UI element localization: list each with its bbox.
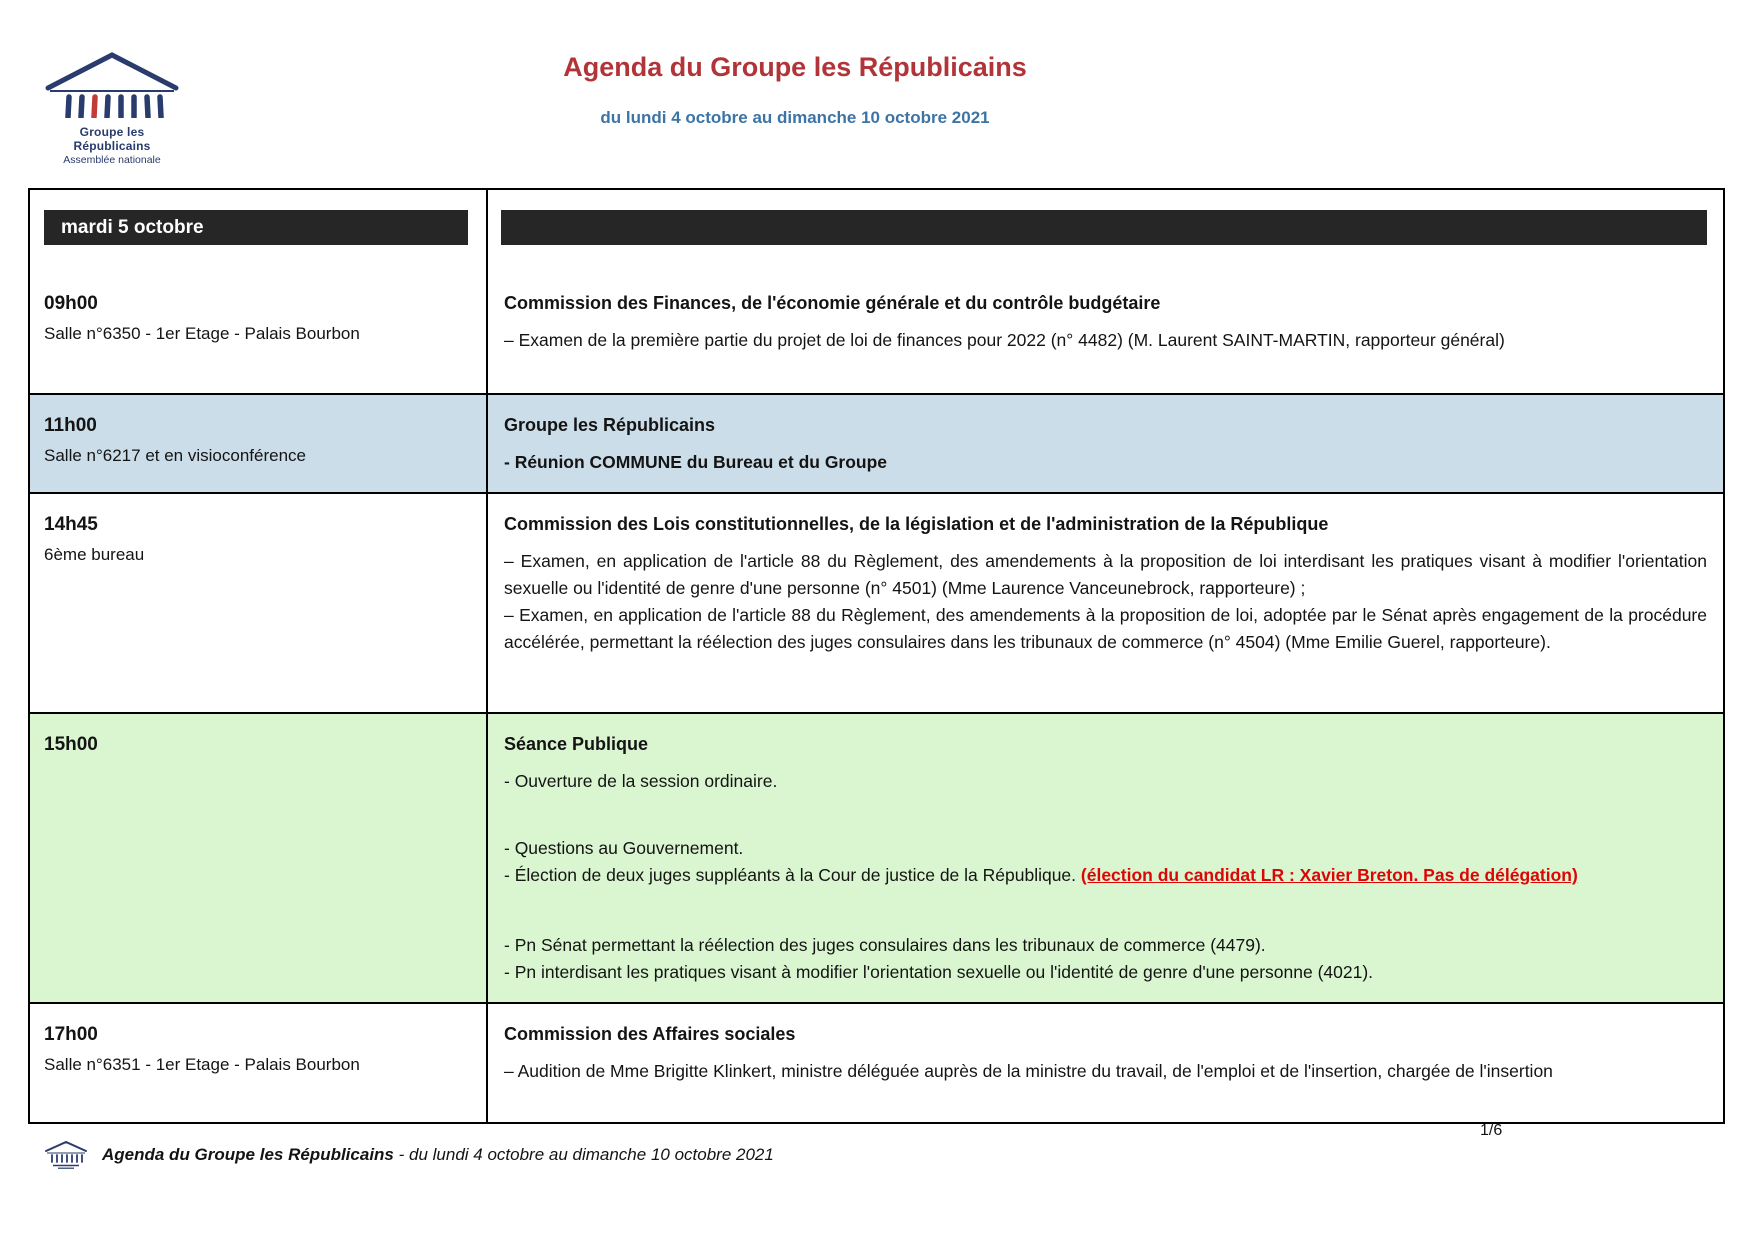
agenda-row-17h00 (30, 1004, 1723, 1122)
footer-parliament-building-icon (44, 1140, 88, 1170)
page-number: 1/6 (1480, 1122, 1503, 1139)
time-cell (30, 494, 486, 712)
event-description-text: - Élection de deux juges suppléants à la Cour de justice de la République. (504, 865, 1081, 885)
time-label: 14h45 (44, 514, 98, 535)
time-cell (30, 190, 486, 393)
agenda-row-11h00 (30, 395, 1723, 494)
event-description: – Examen, en application de l'article 88 du Règlement, des amendements à la proposition de loi interdisant les pratiques visant à modifier l'orientation sexuelle ou l'identité de genre d'une personne (n° 4501) (Mme Laurence Vanceunebrock, rapporteure) ; (504, 551, 1707, 598)
event-description: - Ouverture de la session ordinaire. (504, 771, 778, 791)
location-label: Salle n°6351 - 1er Etage - Palais Bourbon (44, 1055, 360, 1074)
logo-group-name: Groupe les Républicains (73, 125, 151, 153)
agenda-row-14h45 (30, 494, 1723, 714)
agenda-row-09h00 (30, 190, 1723, 395)
document-header (0, 52, 1590, 128)
day-header-bar: mardi 5 octobre (44, 210, 468, 245)
event-title: Groupe les Républicains (504, 415, 716, 435)
event-description: - Questions au Gouvernement. (504, 838, 744, 858)
time-label: 11h00 (44, 415, 97, 436)
event-description (504, 862, 1707, 889)
page-subtitle: du lundi 4 octobre au dimanche 10 octobre 2021 (600, 108, 990, 127)
time-cell (30, 395, 486, 492)
footer-brand: Agenda du Groupe les Républicains (102, 1145, 394, 1164)
footer-text (102, 1145, 774, 1165)
event-highlight-note: (élection du candidat LR : Xavier Breton. Pas de délégation) (1080, 865, 1578, 885)
time-label: 09h00 (44, 293, 98, 314)
footer-date-range: - du lundi 4 octobre au dimanche 10 octobre 2021 (393, 1145, 774, 1164)
event-title: Commission des Lois constitutionnelles, de la législation et de l'administration de la République (504, 514, 1329, 534)
event-description: – Audition de Mme Brigitte Klinkert, ministre déléguée auprès de la ministre du travail, de l'emploi et de l'insertion, chargée de l'insertion (504, 1061, 1553, 1081)
logo-org-name: Assemblée nationale (63, 154, 161, 166)
event-cell (486, 395, 1723, 492)
time-cell (30, 1004, 486, 1122)
location-label: Salle n°6217 et en visioconférence (44, 446, 306, 465)
location-label: Salle n°6350 - 1er Etage - Palais Bourbon (44, 324, 360, 343)
event-cell (486, 494, 1723, 712)
agenda-table (28, 188, 1725, 1124)
footer (44, 1140, 774, 1170)
event-description: – Examen de la première partie du projet de loi de finances pour 2022 (n° 4482) (M. Laurent SAINT-MARTIN, rapporteur général) (504, 330, 1505, 350)
time-cell (30, 714, 486, 1002)
event-title: Commission des Finances, de l'économie générale et du contrôle budgétaire (504, 293, 1161, 313)
location-label: 6ème bureau (44, 545, 145, 564)
event-title: Commission des Affaires sociales (504, 1024, 796, 1044)
agenda-row-15h00 (30, 714, 1723, 1004)
page-title: Agenda du Groupe les Républicains (563, 52, 1027, 82)
event-description: - Pn interdisant les pratiques visant à modifier l'orientation sexuelle ou l'identité de genre d'une personne (4021). (504, 962, 1374, 982)
event-cell (486, 714, 1723, 1002)
event-cell (486, 190, 1723, 393)
event-title: Séance Publique (504, 734, 649, 754)
day-header-spacer-bar (501, 210, 1707, 245)
time-label: 17h00 (44, 1024, 98, 1045)
event-description: - Réunion COMMUNE du Bureau et du Groupe (504, 452, 888, 472)
time-label: 15h00 (44, 734, 98, 755)
event-description: – Examen, en application de l'article 88 du Règlement, des amendements à la proposition de loi, adoptée par le Sénat après engagement de la procédure accélérée, permettant la réélection des juges consulaires dans les tribunaux de commerce (n° 4504) (Mme Emilie Guerel, rapporteure). (504, 605, 1707, 652)
event-cell (486, 1004, 1723, 1122)
event-description: - Pn Sénat permettant la réélection des juges consulaires dans les tribunaux de commerce (4479). (504, 935, 1266, 955)
